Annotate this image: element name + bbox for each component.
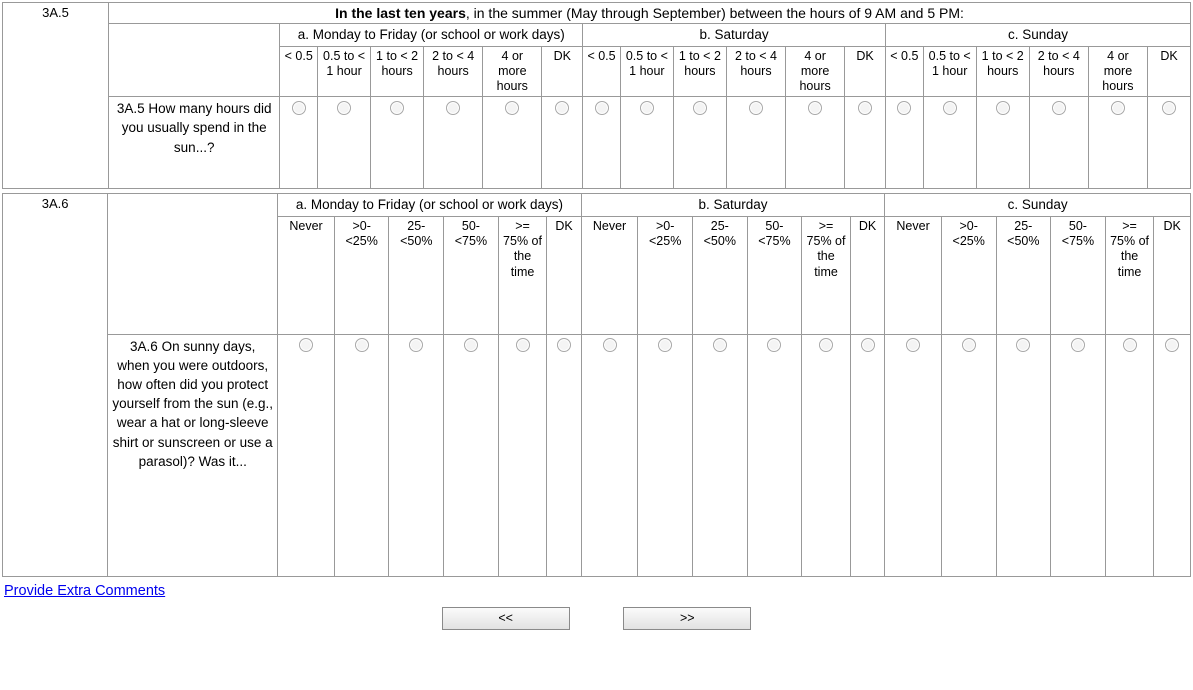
col-header-3a5-a-2: 1 to < 2 hours <box>371 46 424 97</box>
radio-cell-3a6-b-0[interactable] <box>581 334 638 576</box>
col-header-3a5-c-3: 2 to < 4 hours <box>1029 46 1088 97</box>
radio-button[interactable] <box>749 101 763 115</box>
col-header-3a6-a-3: 50-<75% <box>444 216 499 334</box>
col-header-3a5-a-1: 0.5 to < 1 hour <box>318 46 371 97</box>
radio-button[interactable] <box>819 338 833 352</box>
radio-cell-3a5-b-1[interactable] <box>620 97 673 189</box>
col-header-3a6-b-2: 25-<50% <box>692 216 747 334</box>
radio-button[interactable] <box>943 101 957 115</box>
provide-extra-comments-link[interactable]: Provide Extra Comments <box>4 582 166 599</box>
col-header-3a5-b-5: DK <box>845 46 886 97</box>
radio-button[interactable] <box>1111 101 1125 115</box>
next-page-button[interactable]: >> <box>623 607 751 630</box>
radio-button[interactable] <box>858 101 872 115</box>
table-row <box>3 97 1191 189</box>
radio-cell-3a5-c-4[interactable] <box>1088 97 1147 189</box>
radio-cell-3a6-c-2[interactable] <box>996 334 1051 576</box>
radio-cell-3a5-c-2[interactable] <box>976 97 1029 189</box>
radio-button[interactable] <box>1071 338 1085 352</box>
col-header-3a6-b-3: 50-<75% <box>747 216 802 334</box>
question-number-3a5: 3A.5 <box>3 3 109 189</box>
radio-cell-3a6-c-3[interactable] <box>1051 334 1106 576</box>
col-header-3a5-b-3: 2 to < 4 hours <box>726 46 785 97</box>
question-number-3a6: 3A.6 <box>3 194 108 577</box>
previous-page-button[interactable]: << <box>442 607 570 630</box>
group-header-sunday-3a6: c. Sunday <box>885 194 1191 217</box>
radio-cell-3a6-a-0[interactable] <box>278 334 335 576</box>
radio-cell-3a5-b-2[interactable] <box>673 97 726 189</box>
radio-cell-3a5-c-3[interactable] <box>1029 97 1088 189</box>
radio-cell-3a6-b-4[interactable] <box>802 334 851 576</box>
col-header-3a5-a-4: 4 or more hours <box>483 46 542 97</box>
radio-button[interactable] <box>1052 101 1066 115</box>
radio-button[interactable] <box>996 101 1010 115</box>
col-header-3a5-c-5: DK <box>1148 46 1191 97</box>
radio-cell-3a6-b-1[interactable] <box>638 334 693 576</box>
col-header-3a5-b-1: 0.5 to < 1 hour <box>620 46 673 97</box>
radio-button[interactable] <box>897 101 911 115</box>
radio-button[interactable] <box>658 338 672 352</box>
col-header-3a6-c-4: >= 75% of the time <box>1105 216 1154 334</box>
radio-cell-3a6-c-5[interactable] <box>1154 334 1191 576</box>
radio-cell-3a5-c-0[interactable] <box>885 97 923 189</box>
radio-cell-3a5-a-2[interactable] <box>371 97 424 189</box>
group-header-weekday-3a6: a. Monday to Friday (or school or work days) <box>278 194 582 217</box>
col-header-3a6-c-0: Never <box>885 216 942 334</box>
radio-cell-3a6-b-3[interactable] <box>747 334 802 576</box>
col-header-3a6-b-1: >0-<25% <box>638 216 693 334</box>
col-header-3a6-b-4: >= 75% of the time <box>802 216 851 334</box>
radio-button[interactable] <box>962 338 976 352</box>
radio-button[interactable] <box>516 338 530 352</box>
question-stem-3a5: 3A.5 How many hours did you usually spend in the sun...? <box>109 97 280 189</box>
radio-button[interactable] <box>557 338 571 352</box>
group-header-sunday-3a5: c. Sunday <box>885 24 1190 47</box>
radio-cell-3a5-b-3[interactable] <box>726 97 785 189</box>
col-header-3a5-c-1: 0.5 to < 1 hour <box>923 46 976 97</box>
radio-cell-3a5-a-4[interactable] <box>483 97 542 189</box>
radio-button[interactable] <box>299 338 313 352</box>
radio-button[interactable] <box>337 101 351 115</box>
radio-button[interactable] <box>713 338 727 352</box>
radio-cell-3a6-a-4[interactable] <box>498 334 547 576</box>
col-header-3a5-b-2: 1 to < 2 hours <box>673 46 726 97</box>
col-header-3a5-a-0: < 0.5 <box>280 46 318 97</box>
radio-cell-3a6-c-1[interactable] <box>941 334 996 576</box>
radio-button[interactable] <box>355 338 369 352</box>
group-header-saturday-3a6: b. Saturday <box>581 194 885 217</box>
question-3a5-table <box>2 2 1191 189</box>
col-header-3a5-a-3: 2 to < 4 hours <box>424 46 483 97</box>
radio-button[interactable] <box>595 101 609 115</box>
col-header-3a6-a-2: 25-<50% <box>389 216 444 334</box>
radio-button[interactable] <box>1165 338 1179 352</box>
radio-cell-3a6-c-0[interactable] <box>885 334 942 576</box>
radio-cell-3a5-b-5[interactable] <box>845 97 886 189</box>
col-header-3a6-a-0: Never <box>278 216 335 334</box>
radio-button[interactable] <box>693 101 707 115</box>
radio-button[interactable] <box>1016 338 1030 352</box>
col-header-3a6-c-2: 25-<50% <box>996 216 1051 334</box>
radio-cell-3a5-a-3[interactable] <box>424 97 483 189</box>
navigation-bar <box>0 607 1193 630</box>
col-header-3a6-b-0: Never <box>581 216 638 334</box>
col-header-3a6-c-1: >0-<25% <box>941 216 996 334</box>
radio-button[interactable] <box>292 101 306 115</box>
col-header-3a6-a-5: DK <box>547 216 581 334</box>
col-header-3a6-b-5: DK <box>850 216 884 334</box>
col-header-3a6-a-1: >0-<25% <box>334 216 389 334</box>
radio-button[interactable] <box>906 338 920 352</box>
radio-cell-3a6-b-5[interactable] <box>850 334 884 576</box>
question-stem-3a6: 3A.6 On sunny days, when you were outdoors, how often did you protect yourself from the sun (e.g., wear a hat or long-sleeve shirt or sunscreen or use a parasol)? Was it... <box>108 334 278 576</box>
table-row <box>3 334 1191 576</box>
radio-button[interactable] <box>555 101 569 115</box>
radio-button[interactable] <box>1123 338 1137 352</box>
radio-button[interactable] <box>409 338 423 352</box>
col-header-3a5-a-5: DK <box>542 46 583 97</box>
prompt-emphasis: In the last ten years <box>335 5 466 21</box>
radio-cell-3a6-a-3[interactable] <box>444 334 499 576</box>
group-header-saturday-3a5: b. Saturday <box>583 24 886 47</box>
radio-cell-3a6-a-1[interactable] <box>334 334 389 576</box>
radio-button[interactable] <box>1162 101 1176 115</box>
radio-button[interactable] <box>505 101 519 115</box>
radio-cell-3a5-c-1[interactable] <box>923 97 976 189</box>
prompt-rest: , in the summer (May through September) between the hours of 9 AM and 5 PM: <box>465 5 964 21</box>
radio-cell-3a5-b-4[interactable] <box>786 97 845 189</box>
col-header-3a5-c-4: 4 or more hours <box>1088 46 1147 97</box>
radio-cell-3a6-a-2[interactable] <box>389 334 444 576</box>
stem-spacer-3a6 <box>108 194 278 335</box>
radio-button[interactable] <box>603 338 617 352</box>
radio-cell-3a6-a-5[interactable] <box>547 334 581 576</box>
radio-cell-3a5-a-0[interactable] <box>280 97 318 189</box>
question-3a6-table <box>2 193 1191 577</box>
radio-button[interactable] <box>464 338 478 352</box>
col-header-3a6-c-5: DK <box>1154 216 1191 334</box>
col-header-3a5-b-4: 4 or more hours <box>786 46 845 97</box>
col-header-3a6-a-4: >= 75% of the time <box>498 216 547 334</box>
radio-cell-3a5-a-5[interactable] <box>542 97 583 189</box>
stem-spacer-3a5 <box>109 24 280 97</box>
radio-cell-3a5-b-0[interactable] <box>583 97 621 189</box>
radio-button[interactable] <box>446 101 460 115</box>
radio-cell-3a6-c-4[interactable] <box>1105 334 1154 576</box>
col-header-3a6-c-3: 50-<75% <box>1051 216 1106 334</box>
radio-button[interactable] <box>640 101 654 115</box>
radio-cell-3a5-a-1[interactable] <box>318 97 371 189</box>
radio-cell-3a5-c-5[interactable] <box>1148 97 1191 189</box>
radio-cell-3a6-b-2[interactable] <box>692 334 747 576</box>
radio-button[interactable] <box>767 338 781 352</box>
radio-button[interactable] <box>390 101 404 115</box>
question-prompt-3a5 <box>109 3 1191 24</box>
radio-button[interactable] <box>808 101 822 115</box>
group-header-weekday-3a5: a. Monday to Friday (or school or work days) <box>280 24 583 47</box>
col-header-3a5-b-0: < 0.5 <box>583 46 621 97</box>
radio-button[interactable] <box>861 338 875 352</box>
col-header-3a5-c-0: < 0.5 <box>885 46 923 97</box>
col-header-3a5-c-2: 1 to < 2 hours <box>976 46 1029 97</box>
